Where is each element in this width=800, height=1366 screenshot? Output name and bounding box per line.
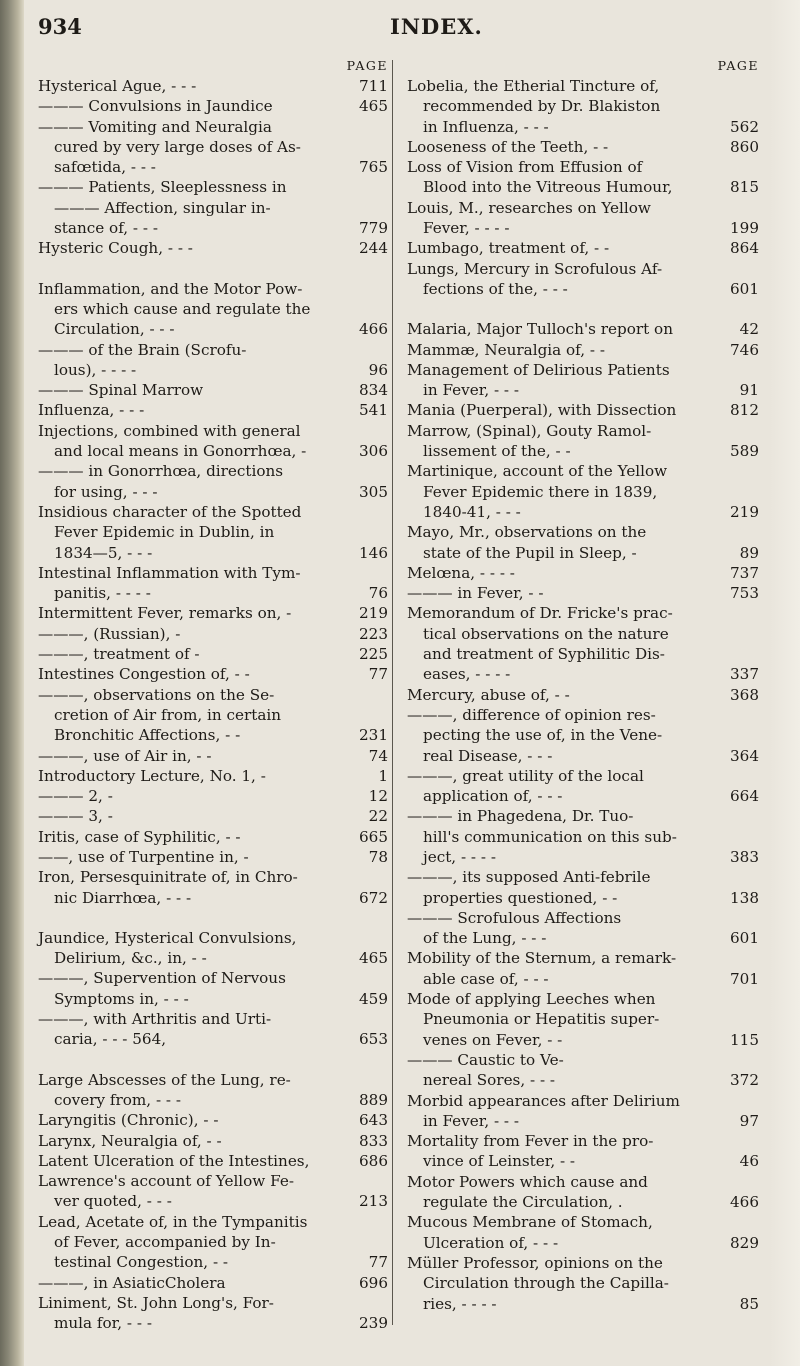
index-entry bbox=[38, 96, 388, 116]
entry-text-line: Circulation, - - - bbox=[54, 320, 175, 339]
entry-text-line: ——— Vomiting and Neuralgia bbox=[38, 117, 272, 136]
index-entry bbox=[38, 117, 388, 178]
entry-page-ref: 337 bbox=[730, 665, 759, 684]
entry-text-line: Injections, combined with general bbox=[38, 421, 301, 440]
column-divider bbox=[392, 60, 393, 1325]
index-entry bbox=[38, 238, 388, 258]
entry-text-line: Melœna, - - - - bbox=[407, 563, 515, 582]
entry-page-ref: 219 bbox=[359, 604, 388, 623]
entry-text-line: ——, use of Turpentine in, - bbox=[38, 847, 249, 866]
index-entry bbox=[38, 806, 388, 826]
index-entry bbox=[407, 400, 759, 420]
entry-page-ref: 746 bbox=[730, 340, 759, 359]
entry-page-ref: 686 bbox=[359, 1151, 388, 1170]
entry-text-line: covery from, - - - bbox=[54, 1090, 182, 1109]
index-entry bbox=[407, 157, 759, 198]
index-entry bbox=[38, 1110, 388, 1130]
entry-page-ref: 383 bbox=[730, 847, 759, 866]
entry-text-line: ——— Caustic to Ve- bbox=[407, 1050, 564, 1069]
entry-page-ref: 76 bbox=[368, 584, 388, 603]
entry-text-line: caria, - - - 564, bbox=[54, 1030, 167, 1049]
entry-page-ref: 765 bbox=[359, 158, 388, 177]
index-entry bbox=[38, 1070, 388, 1111]
entry-text-line: Lead, Acetate of, in the Tympanitis bbox=[38, 1212, 308, 1231]
entry-text-line: nic Diarrhœa, - - - bbox=[54, 888, 192, 907]
index-entry bbox=[38, 847, 388, 867]
entry-text-line: lissement of the, - - bbox=[423, 442, 571, 461]
entry-page-ref: 779 bbox=[359, 219, 388, 238]
entry-text-line: application of, - - - bbox=[423, 787, 563, 806]
section-gap bbox=[38, 908, 388, 928]
entry-page-ref: 12 bbox=[368, 787, 388, 806]
entry-text-line: Lungs, Mercury in Scrofulous Af- bbox=[407, 259, 663, 278]
entry-text-line: Mortality from Fever in the pro- bbox=[407, 1132, 654, 1151]
entry-page-ref: 834 bbox=[359, 381, 388, 400]
entry-page-ref: 223 bbox=[359, 624, 388, 643]
index-entry bbox=[407, 1131, 759, 1172]
index-entry bbox=[38, 644, 388, 664]
index-entry bbox=[38, 928, 388, 969]
index-entry bbox=[38, 279, 388, 340]
entry-page-ref: 601 bbox=[730, 279, 759, 298]
entry-text-line: ———, treatment of - bbox=[38, 645, 200, 664]
index-column-right bbox=[407, 56, 759, 1314]
index-entry bbox=[38, 1009, 388, 1050]
entry-text-line: Introductory Lecture, No. 1, - bbox=[38, 766, 266, 785]
entry-text-line: ers which cause and regulate the bbox=[54, 299, 311, 318]
section-gap bbox=[407, 299, 759, 319]
entry-page-ref: 562 bbox=[730, 117, 759, 136]
entry-text-line: ———, great utility of the local bbox=[407, 766, 644, 785]
index-entry bbox=[38, 766, 388, 786]
column-page-label: PAGE bbox=[717, 58, 759, 73]
entry-page-ref: 42 bbox=[739, 320, 759, 339]
index-entry bbox=[38, 1293, 388, 1334]
index-entry bbox=[38, 340, 388, 381]
entry-text-line: 1834—5, - - - bbox=[54, 543, 153, 562]
entry-text-line: and treatment of Syphilitic Dis- bbox=[423, 645, 665, 664]
index-entry bbox=[38, 664, 388, 684]
entry-page-ref: 91 bbox=[739, 381, 759, 400]
index-entry bbox=[407, 1050, 759, 1091]
entry-text-line: Influenza, - - - bbox=[38, 401, 145, 420]
entry-page-ref: 829 bbox=[730, 1233, 759, 1252]
book-gutter-edge bbox=[0, 0, 24, 1366]
index-entry bbox=[38, 1273, 388, 1293]
entry-page-ref: 368 bbox=[730, 685, 759, 704]
entry-text-line: ——— 3, - bbox=[38, 807, 113, 826]
index-entry bbox=[407, 908, 759, 949]
entry-text-line: mula for, - - - bbox=[54, 1314, 152, 1333]
entry-text-line: Mammæ, Neuralgia of, - - bbox=[407, 340, 606, 359]
entry-page-ref: 466 bbox=[359, 320, 388, 339]
index-entry bbox=[38, 563, 388, 604]
entry-page-ref: 643 bbox=[359, 1111, 388, 1130]
entry-text-line: Lumbago, treatment of, - - bbox=[407, 239, 610, 258]
entry-text-line: ries, - - - - bbox=[423, 1294, 497, 1313]
entry-page-ref: 465 bbox=[359, 97, 388, 116]
entry-text-line: Mania (Puerperal), with Dissection bbox=[407, 401, 677, 420]
entry-text-line: and local means in Gonorrhœa, - bbox=[54, 442, 307, 461]
entry-page-ref: 653 bbox=[359, 1030, 388, 1049]
entry-text-line: Hysterical Ague, - - - bbox=[38, 77, 197, 95]
index-entry bbox=[38, 380, 388, 400]
index-entry bbox=[407, 685, 759, 705]
index-entry bbox=[407, 766, 759, 807]
entry-text-line: ——— in Fever, - - bbox=[407, 584, 544, 603]
entry-text-line: ——— Convulsions in Jaundice bbox=[38, 97, 273, 116]
entry-page-ref: 864 bbox=[730, 239, 759, 258]
entry-text-line: Martinique, account of the Yellow bbox=[407, 462, 668, 481]
entry-page-ref: 225 bbox=[359, 645, 388, 664]
index-entry bbox=[407, 360, 759, 401]
entry-text-line: nereal Sores, - - - bbox=[423, 1071, 556, 1090]
index-entry bbox=[407, 603, 759, 684]
entry-text-line: Müller Professor, opinions on the bbox=[407, 1253, 663, 1272]
entry-text-line: 1840-41, - - - bbox=[423, 502, 521, 521]
entry-text-line: Management of Delirious Patients bbox=[407, 360, 670, 379]
entry-text-line: Morbid appearances after Delirium bbox=[407, 1091, 680, 1110]
entry-text-line: Delirium, &c., in, - - bbox=[54, 949, 207, 968]
entry-text-line: safœtida, - - - bbox=[54, 158, 156, 177]
index-entry bbox=[38, 1151, 388, 1171]
entry-text-line: Lobelia, the Etherial Tincture of, bbox=[407, 77, 660, 95]
entry-page-ref: 696 bbox=[359, 1273, 388, 1292]
index-entry bbox=[38, 786, 388, 806]
entry-text-line: state of the Pupil in Sleep, - bbox=[423, 543, 637, 562]
entry-text-line: Liniment, St. John Long's, For- bbox=[38, 1293, 274, 1312]
index-entry bbox=[407, 522, 759, 563]
entry-text-line: Mercury, abuse of, - - bbox=[407, 685, 570, 704]
entry-text-line: Inflammation, and the Motor Pow- bbox=[38, 279, 303, 298]
column-page-label: PAGE bbox=[346, 58, 388, 73]
entry-text-line: ———, observations on the Se- bbox=[38, 685, 275, 704]
index-entry bbox=[38, 867, 388, 908]
entry-page-ref: 22 bbox=[368, 807, 388, 826]
entry-text-line: of the Lung, - - - bbox=[423, 929, 547, 948]
section-gap bbox=[38, 259, 388, 279]
entry-page-ref: 219 bbox=[730, 502, 759, 521]
index-entry bbox=[38, 1131, 388, 1151]
entry-text-line: Marrow, (Spinal), Gouty Ramol- bbox=[407, 421, 652, 440]
index-entry bbox=[407, 948, 759, 989]
entry-text-line: panitis, - - - - bbox=[54, 584, 151, 603]
entry-text-line: venes on Fever, - - bbox=[423, 1030, 563, 1049]
entry-text-line: in Influenza, - - - bbox=[423, 117, 549, 136]
entry-page-ref: 860 bbox=[730, 137, 759, 156]
index-entry bbox=[407, 867, 759, 908]
entry-page-ref: 199 bbox=[730, 219, 759, 238]
entry-text-line: Lawrence's account of Yellow Fe- bbox=[38, 1172, 294, 1191]
entry-text-line: ——— Patients, Sleeplessness in bbox=[38, 178, 287, 197]
index-entry bbox=[38, 685, 388, 746]
index-entry bbox=[407, 989, 759, 1050]
entry-text-line: ——— of the Brain (Scrofu- bbox=[38, 340, 247, 359]
index-entry bbox=[38, 746, 388, 766]
page-number: 934 bbox=[38, 14, 82, 39]
entry-page-ref: 833 bbox=[359, 1131, 388, 1150]
entry-page-ref: 664 bbox=[730, 787, 759, 806]
entry-text-line: testinal Congestion, - - bbox=[54, 1253, 229, 1272]
index-entry bbox=[407, 340, 759, 360]
entry-page-ref: 889 bbox=[359, 1090, 388, 1109]
entry-page-ref: 96 bbox=[368, 360, 388, 379]
entry-page-ref: 364 bbox=[730, 746, 759, 765]
entry-text-line: ——— in Gonorrhœa, directions bbox=[38, 462, 284, 481]
entry-text-line: Looseness of the Teeth, - - bbox=[407, 137, 609, 156]
entry-text-line: Mayo, Mr., observations on the bbox=[407, 523, 647, 542]
index-entry bbox=[38, 461, 388, 502]
entry-page-ref: 78 bbox=[368, 847, 388, 866]
entry-page-ref: 77 bbox=[368, 1253, 388, 1272]
entry-text-line: Iron, Persesquinitrate of, in Chro- bbox=[38, 868, 298, 887]
entry-page-ref: 89 bbox=[739, 543, 759, 562]
entry-text-line: Mucous Membrane of Stomach, bbox=[407, 1213, 653, 1232]
entry-text-line: Large Abscesses of the Lung, re- bbox=[38, 1070, 291, 1089]
entry-text-line: recommended by Dr. Blakiston bbox=[423, 97, 661, 116]
entry-text-line: ject, - - - - bbox=[423, 847, 496, 866]
index-entry bbox=[38, 177, 388, 238]
entry-text-line: Insidious character of the Spotted bbox=[38, 502, 302, 521]
entry-text-line: Intestinal Inflammation with Tym- bbox=[38, 563, 301, 582]
entry-text-line: Mode of applying Leeches when bbox=[407, 990, 656, 1009]
entry-text-line: Mobility of the Sternum, a remark- bbox=[407, 949, 677, 968]
running-title: INDEX. bbox=[390, 14, 483, 39]
index-entry bbox=[407, 137, 759, 157]
entry-text-line: ———, in AsiaticCholera bbox=[38, 1273, 226, 1292]
entry-text-line: ———, use of Air in, - - bbox=[38, 746, 212, 765]
entry-text-line: in Fever, - - - bbox=[423, 1111, 520, 1130]
entry-page-ref: 77 bbox=[368, 665, 388, 684]
entry-text-line: Symptoms in, - - - bbox=[54, 989, 189, 1008]
entry-page-ref: 1 bbox=[378, 766, 388, 785]
entry-page-ref: 601 bbox=[730, 929, 759, 948]
entry-page-ref: 737 bbox=[730, 563, 759, 582]
entry-text-line: Larynx, Neuralgia of, - - bbox=[38, 1131, 222, 1150]
entry-text-line: hill's communication on this sub- bbox=[423, 827, 677, 846]
entry-page-ref: 74 bbox=[368, 746, 388, 765]
index-entry bbox=[407, 238, 759, 258]
entry-page-ref: 244 bbox=[359, 239, 388, 258]
entry-page-ref: 231 bbox=[359, 726, 388, 745]
entry-page-ref: 589 bbox=[730, 442, 759, 461]
entry-text-line: stance of, - - - bbox=[54, 219, 158, 238]
entry-text-line: Pneumonia or Hepatitis super- bbox=[423, 1010, 660, 1029]
entry-page-ref: 138 bbox=[730, 888, 759, 907]
entry-page-ref: 812 bbox=[730, 401, 759, 420]
entry-text-line: Intermittent Fever, remarks on, - bbox=[38, 604, 292, 623]
index-entry bbox=[38, 1212, 388, 1273]
entry-page-ref: 665 bbox=[359, 827, 388, 846]
entry-page-ref: 372 bbox=[730, 1071, 759, 1090]
entry-page-ref: 672 bbox=[359, 888, 388, 907]
entry-text-line: Jaundice, Hysterical Convulsions, bbox=[38, 928, 297, 947]
entry-text-line: for using, - - - bbox=[54, 482, 158, 501]
entry-text-line: Ulceration of, - - - bbox=[423, 1233, 559, 1252]
entry-text-line: Circulation through the Capilla- bbox=[423, 1274, 669, 1293]
entry-page-ref: 97 bbox=[739, 1111, 759, 1130]
entry-text-line: fections of the, - - - bbox=[423, 279, 568, 298]
entry-text-line: Loss of Vision from Effusion of bbox=[407, 158, 643, 177]
entry-text-line: ———, difference of opinion res- bbox=[407, 705, 656, 724]
entry-text-line: Motor Powers which cause and bbox=[407, 1172, 648, 1191]
index-entry bbox=[38, 76, 388, 96]
index-entry bbox=[38, 827, 388, 847]
entry-text-line: able case of, - - - bbox=[423, 969, 549, 988]
entry-page-ref: 465 bbox=[359, 949, 388, 968]
entry-page-ref: 701 bbox=[730, 969, 759, 988]
index-entry bbox=[407, 461, 759, 522]
entry-page-ref: 459 bbox=[359, 989, 388, 1008]
index-entry bbox=[38, 624, 388, 644]
entry-text-line: Louis, M., researches on Yellow bbox=[407, 198, 651, 217]
index-entry bbox=[38, 1171, 388, 1212]
index-entry bbox=[407, 421, 759, 462]
index-entry bbox=[38, 421, 388, 462]
entry-text-line: vince of Leinster, - - bbox=[423, 1152, 576, 1171]
entry-text-line: regulate the Circulation, . bbox=[423, 1193, 623, 1212]
entry-text-line: pecting the use of, in the Vene- bbox=[423, 726, 663, 745]
page-edge-shade bbox=[770, 0, 800, 1366]
entry-text-line: ——— 2, - bbox=[38, 787, 113, 806]
index-entry bbox=[407, 198, 759, 239]
entry-text-line: Laryngitis (Chronic), - - bbox=[38, 1111, 219, 1130]
entry-text-line: ———, with Arthritis and Urti- bbox=[38, 1010, 272, 1029]
index-entry bbox=[407, 806, 759, 867]
entry-text-line: of Fever, accompanied by In- bbox=[54, 1233, 276, 1252]
entry-text-line: ——— Scrofulous Affections bbox=[407, 908, 622, 927]
entry-text-line: eases, - - - - bbox=[423, 665, 511, 684]
index-entry bbox=[407, 583, 759, 603]
section-gap bbox=[38, 1050, 388, 1070]
index-column-left bbox=[38, 56, 388, 1334]
entry-text-line: Iritis, case of Syphilitic, - - bbox=[38, 827, 241, 846]
entry-page-ref: 466 bbox=[730, 1193, 759, 1212]
index-entry bbox=[407, 1212, 759, 1253]
entry-text-line: ———, Supervention of Nervous bbox=[38, 969, 286, 988]
entry-page-ref: 711 bbox=[359, 77, 388, 95]
entry-text-line: real Disease, - - - bbox=[423, 746, 553, 765]
entry-page-ref: 306 bbox=[359, 442, 388, 461]
index-entry bbox=[38, 603, 388, 623]
entry-text-line: Fever, - - - - bbox=[423, 219, 510, 238]
page-header bbox=[38, 14, 758, 44]
entry-text-line: cured by very large doses of As- bbox=[54, 137, 301, 156]
entry-text-line: tical observations on the nature bbox=[423, 624, 669, 643]
entry-text-line: ——— Spinal Marrow bbox=[38, 381, 204, 400]
index-entry bbox=[407, 1253, 759, 1314]
entry-text-line: Bronchitic Affections, - - bbox=[54, 726, 241, 745]
entry-page-ref: 753 bbox=[730, 584, 759, 603]
entry-text-line: Fever Epidemic there in 1839, bbox=[423, 482, 658, 501]
entry-page-ref: 146 bbox=[359, 543, 388, 562]
entry-text-line: Intestines Congestion of, - - bbox=[38, 665, 250, 684]
entry-text-line: in Fever, - - - bbox=[423, 381, 520, 400]
index-entry bbox=[407, 319, 759, 339]
entry-text-line: ———, its supposed Anti-febrile bbox=[407, 868, 651, 887]
index-entry bbox=[407, 1091, 759, 1132]
index-entry bbox=[407, 563, 759, 583]
index-entry bbox=[407, 259, 759, 300]
index-entry bbox=[407, 76, 759, 137]
entry-text-line: Memorandum of Dr. Fricke's prac- bbox=[407, 604, 673, 623]
entry-text-line: Hysteric Cough, - - - bbox=[38, 239, 193, 258]
entry-page-ref: 115 bbox=[730, 1030, 759, 1049]
entry-page-ref: 213 bbox=[359, 1192, 388, 1211]
entry-text-line: Fever Epidemic in Dublin, in bbox=[54, 523, 275, 542]
entry-text-line: Malaria, Major Tulloch's report on bbox=[407, 320, 673, 339]
entry-text-line: ———, (Russian), - bbox=[38, 624, 181, 643]
entry-page-ref: 305 bbox=[359, 482, 388, 501]
index-entry bbox=[38, 400, 388, 420]
entry-text-line: cretion of Air from, in certain bbox=[54, 705, 282, 724]
entry-text-line: Latent Ulceration of the Intestines, bbox=[38, 1151, 310, 1170]
entry-page-ref: 815 bbox=[730, 178, 759, 197]
index-entry bbox=[407, 705, 759, 766]
entry-text-line: Blood into the Vitreous Humour, bbox=[423, 178, 673, 197]
entry-text-line: lous), - - - - bbox=[54, 360, 137, 379]
entry-page-ref: 85 bbox=[739, 1294, 759, 1313]
entry-page-ref: 46 bbox=[739, 1152, 759, 1171]
index-entry bbox=[38, 968, 388, 1009]
entry-page-ref: 541 bbox=[359, 401, 388, 420]
entry-text-line: ——— Affection, singular in- bbox=[54, 198, 271, 217]
index-entry bbox=[407, 1172, 759, 1213]
entry-text-line: ver quoted, - - - bbox=[54, 1192, 172, 1211]
entry-text-line: ——— in Phagedena, Dr. Tuo- bbox=[407, 807, 634, 826]
entry-text-line: properties questioned, - - bbox=[423, 888, 618, 907]
index-entry bbox=[38, 502, 388, 563]
entry-page-ref: 239 bbox=[359, 1314, 388, 1333]
